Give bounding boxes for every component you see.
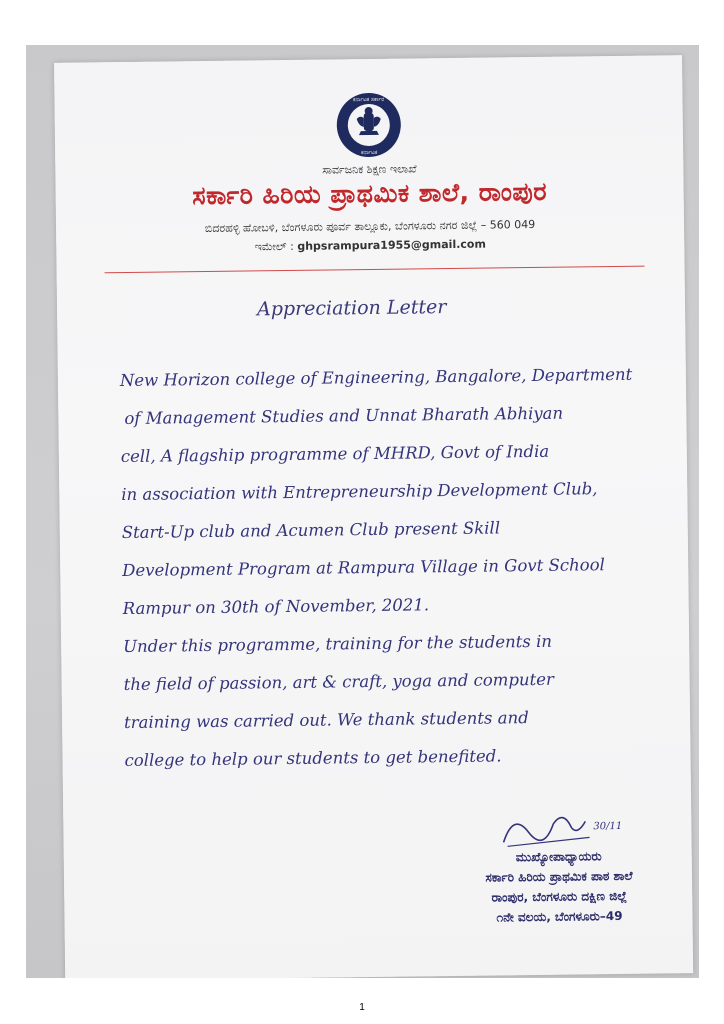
stamp-line: ರಾಂಪುರ, ಬೆಂಗಳೂರು ದಕ್ಷಿಣ ಜಿಲ್ಲೆ xyxy=(491,888,628,905)
svg-text:ಕರ್ನಾಟಕ: ಕರ್ನಾಟಕ xyxy=(360,149,378,157)
letter-line: Start-Up club and Acumen Club present Skill xyxy=(121,518,501,543)
school-name: ಸರ್ಕಾರಿ ಹಿರಿಯ ಪ್ರಾಥಮಿಕ ಶಾಲೆ, ರಾಂಪುರ xyxy=(192,176,548,211)
stamp-line: ಸರ್ಕಾರಿ ಹಿರಿಯ ಪ್ರಾಥಮಿಕ ಪಾಠ ಶಾಲೆ xyxy=(485,868,633,885)
stamp-line: ೧ನೇ ವಲಯ, ಬೆಂಗಳೂರು–49 xyxy=(496,908,623,925)
school-stamp xyxy=(444,845,675,928)
letter-line: training was carried out. We thank students and xyxy=(123,708,529,733)
letter-line: New Horizon college of Engineering, Bangalore, Department xyxy=(119,364,633,391)
letterhead-divider xyxy=(105,266,645,274)
letter-line: Rampur on 30th of November, 2021. xyxy=(122,595,430,619)
letter-line: Development Program at Rampura Village in Govt School xyxy=(122,555,605,581)
email-address: ghpsrampura1955@gmail.com xyxy=(297,237,486,253)
school-address: ಬಿದರಹಳ್ಳಿ ಹೋಬಳಿ, ಬೆಂಗಳೂರು ಪೂರ್ವ ತಾಲ್ಲೂಕು, ಬೆಂಗಳೂರು ನಗರ ಜಿಲ್ಲೆ – 560 049 xyxy=(204,217,536,236)
letter-line: cell, A flagship programme of MHRD, Govt of India xyxy=(120,441,550,467)
department-name: ಸಾರ್ವಜನಿಕ ಶಿಕ್ಷಣ ಇಲಾಖೆ xyxy=(322,162,417,177)
letter-line: the field of passion, art & craft, yoga and computer xyxy=(123,669,554,695)
letter-line: Under this programme, training for the students in xyxy=(123,631,553,657)
letter-title: Appreciation Letter xyxy=(256,296,447,321)
svg-text:ಕರ್ನಾಟಕ ಸರ್ಕಾರ: ಕರ್ನಾಟಕ ಸರ್ಕಾರ xyxy=(352,96,385,104)
page-number: 1 xyxy=(359,1002,365,1013)
letter-line: college to help our students to get benefited. xyxy=(124,746,502,771)
letter-line: in association with Entrepreneurship Development Club, xyxy=(121,479,598,505)
document-photo xyxy=(26,45,699,978)
letter-body xyxy=(120,355,685,780)
headmaster-signature xyxy=(493,801,624,853)
stamp-line: ಮುಖ್ಯೋಪಾಧ್ಯಾಯರು xyxy=(515,849,602,865)
letter-page xyxy=(54,55,693,978)
karnataka-emblem-icon xyxy=(334,91,403,160)
svg-text:30/11: 30/11 xyxy=(593,820,623,833)
school-email-line xyxy=(56,235,684,257)
letter-line: of Management Studies and Unnat Bharath Abhiyan xyxy=(124,403,564,429)
email-label: ಇಮೇಲ್ : xyxy=(254,239,294,254)
